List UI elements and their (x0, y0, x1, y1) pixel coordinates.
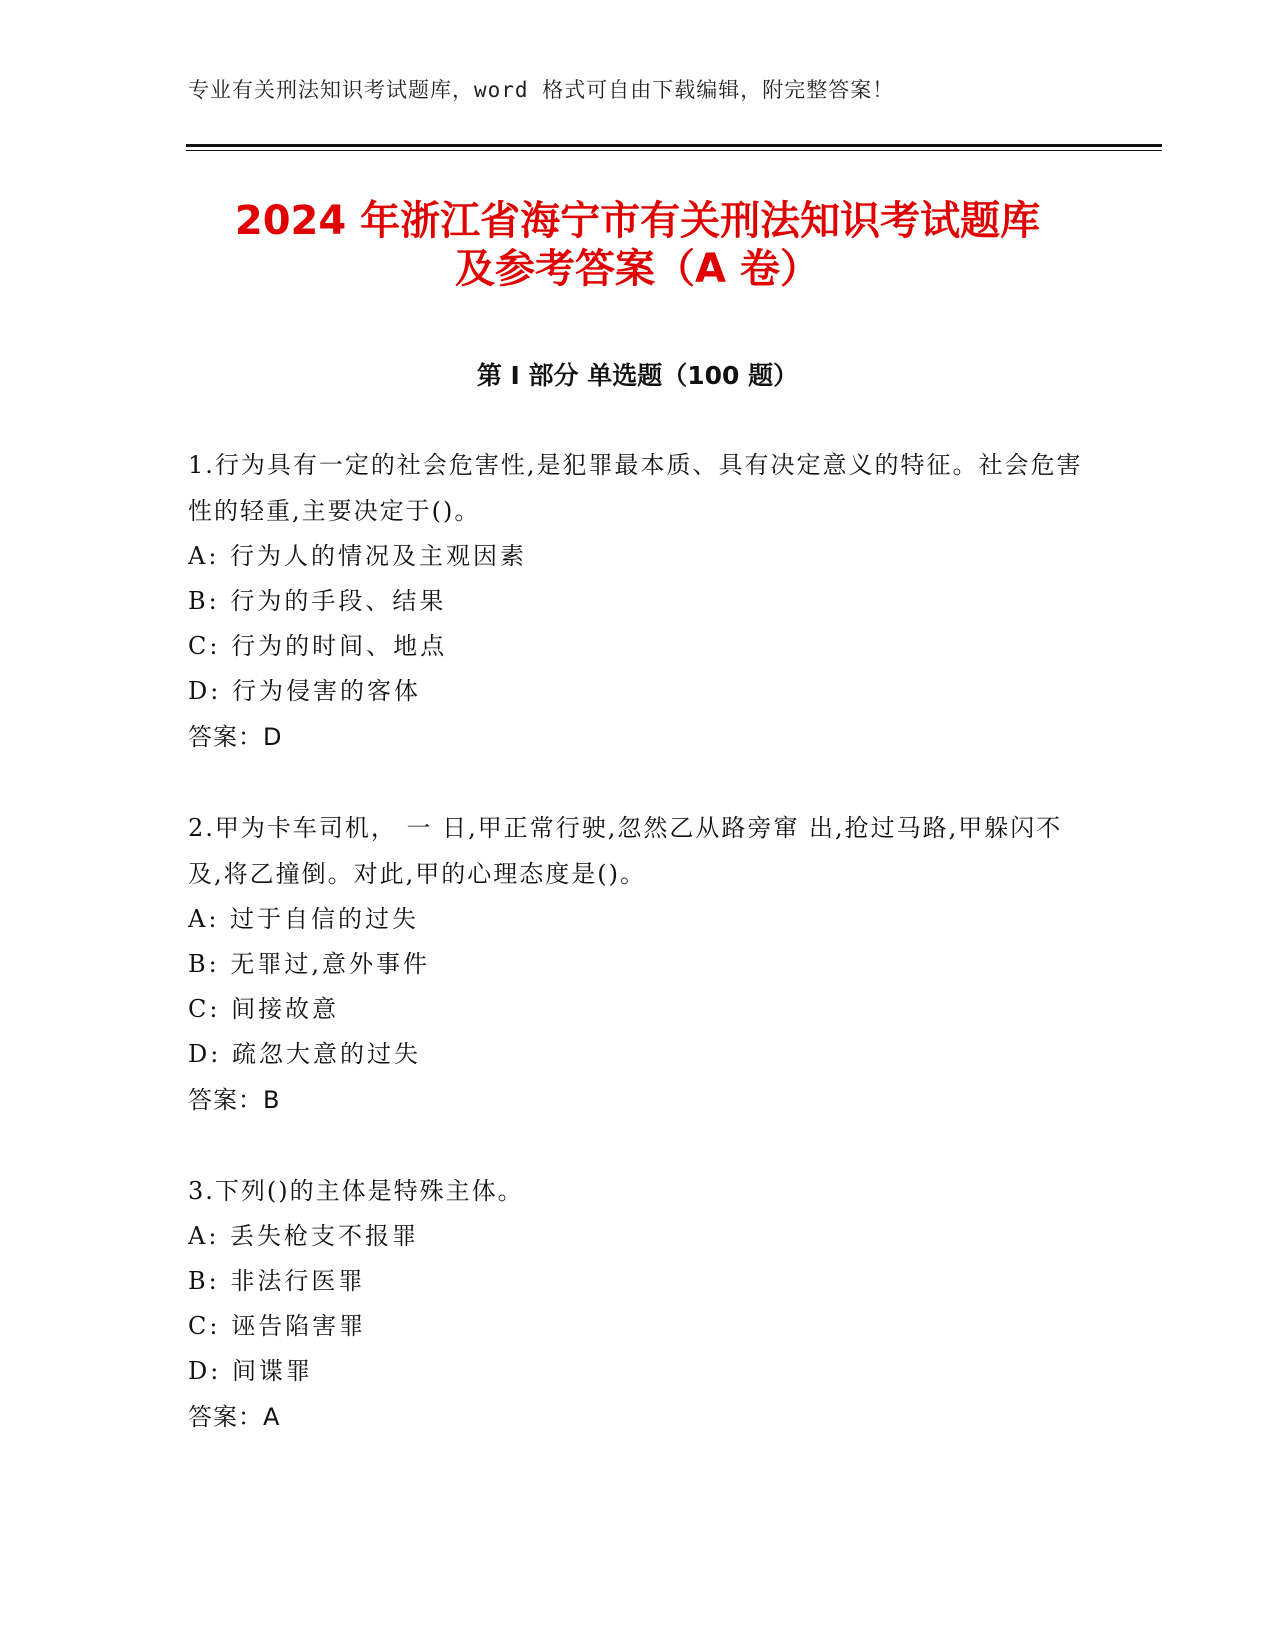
option-b: B: 非法行医罪 (188, 1267, 366, 1295)
header-rule-thin (186, 150, 1162, 151)
question-1 (188, 442, 1088, 760)
question-stem: 2.甲为卡车司机， 一 日,甲正常行驶,忽然乙从路旁窜 出,抢过马路,甲躲闪不及,将乙撞倒。对此,甲的心理态度是()。 (188, 814, 1063, 888)
header-rule-thick (186, 144, 1162, 147)
option-d: D: 行为侵害的客体 (188, 677, 421, 705)
option-c: C: 行为的时间、地点 (188, 632, 448, 660)
question-stem: 1.行为具有一定的社会危害性,是犯罪最本质、具有决定意义的特征。社会危害性的轻重,主要决定于()。 (188, 451, 1083, 525)
answer-line: 答案：A (188, 1403, 281, 1431)
document-title (0, 197, 1275, 293)
option-a: A: 过于自信的过失 (188, 905, 420, 933)
question-stem: 3.下列()的主体是特殊主体。 (188, 1177, 524, 1205)
option-a: A: 行为人的情况及主观因素 (188, 542, 528, 570)
question-list (188, 442, 1088, 1485)
answer-line: 答案：B (188, 1086, 281, 1114)
header-note: 专业有关刑法知识考试题库，word 格式可自由下载编辑，附完整答案！ (188, 78, 895, 102)
option-d: D: 间谍罪 (188, 1357, 313, 1385)
option-c: C: 诬告陷害罪 (188, 1312, 367, 1340)
option-b: B: 无罪过,意外事件 (188, 950, 430, 978)
answer-line: 答案：D (188, 723, 283, 751)
option-c: C: 间接故意 (188, 995, 340, 1023)
option-d: D: 疏忽大意的过失 (188, 1040, 421, 1068)
question-2 (188, 805, 1088, 1123)
title-line-2: 及参考答案（A 卷） (455, 246, 820, 292)
option-a: A: 丢失枪支不报罪 (188, 1222, 420, 1250)
section-heading: 第 I 部分 单选题（100 题） (476, 361, 799, 390)
title-line-1: 2024 年浙江省海宁市有关刑法知识考试题库 (234, 198, 1041, 244)
option-b: B: 行为的手段、结果 (188, 587, 447, 615)
question-3 (188, 1168, 1088, 1440)
